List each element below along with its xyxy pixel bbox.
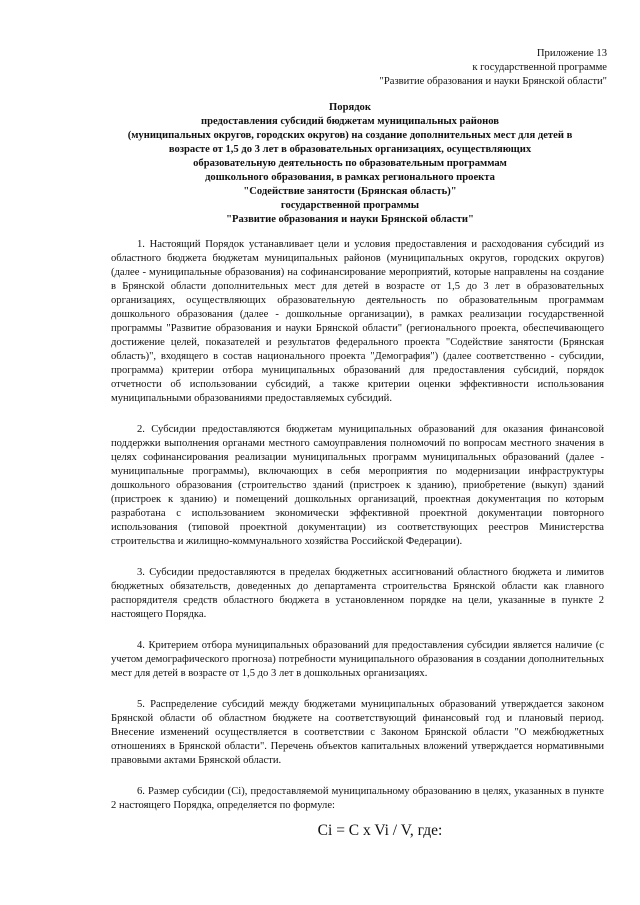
title-line: дошкольного образования, в рамках регионального проекта bbox=[205, 172, 495, 183]
title-line: государственной программы bbox=[280, 200, 420, 211]
paragraph-3: 3. Субсидии предоставляются в пределах бюджетных ассигнований областного бюджета и лимитов бюджетных обязательств, доведенных до департамента строительства Брянской области как главного распорядителя средств областного бюджета в установленном порядке на цели, указанные в пункте 2 настоящего Порядка. bbox=[111, 567, 604, 620]
paragraph-6: 6. Размер субсидии (Ci), предоставляемой муниципальному образованию в целях, указанных в пункте 2 настоящего Порядка, определяется по формуле: bbox=[111, 786, 604, 811]
paragraph-1: 1. Настоящий Порядок устанавливает цели и условия предоставления и расходования субсидий из областного бюджета бюджетам муниципальных районов (муниципальных округов, городских округов) (далее - муниципальные образования) на софинансирование мероприятий, которые направлены на создание в Брянской области дополнительных мест для детей в возрасте от 1,5 до 3 лет в образовательных организациях, осуществляющих образовательную деятельность по образовательным программам дошкольного образования (далее - дошкольные организации), в рамках реализации государственной программы "Развитие образования и науки Брянской области" (регионального проекта, обеспечивающего достижение целей, показателей и результатов федерального проекта "Содействие занятости (Брянская область)", входящего в состав национального проекта "Демография") (далее соответственно - субсидии, программа) критерии отбора муниципальных образований для предоставления субсидий, порядок отчетности об использовании субсидий, а также критерии оценки эффективности использования муниципальными образованиями предоставляемых субсидий. bbox=[111, 239, 604, 404]
annex-number: Приложение 13 bbox=[536, 48, 607, 59]
paragraph-5: 5. Распределение субсидий между бюджетами муниципальных образований утверждается законом Брянской области об областном бюджете на соответствующий финансовый год и плановый период. Внесение изменений осуществляется в соответствии с Законом Брянской области "О межбюджетных отношениях в Брянской области". Перечень объектов капитальных вложений утверждается нормативными правовыми актами Брянской области. bbox=[111, 699, 604, 766]
annex-reference: к государственной программе bbox=[472, 62, 607, 73]
title-line: "Развитие образования и науки Брянской области" bbox=[226, 214, 474, 225]
title-line: предоставления субсидий бюджетам муниципальных районов bbox=[200, 116, 500, 127]
paragraph-4: 4. Критерием отбора муниципальных образований для предоставления субсидии является наличие (с учетом демографического прогноза) потребности муниципального образования в создании дополнительных мест для детей в возрасте от 1,5 до 3 лет в дошкольных организациях. bbox=[111, 640, 604, 679]
document-body bbox=[111, 238, 604, 841]
title-line: (муниципальных округов, городских округов) на создание дополнительных мест для детей в bbox=[127, 130, 573, 141]
title-line: образовательную деятельность по образовательным программам bbox=[193, 158, 507, 169]
title-line: Порядок bbox=[329, 102, 371, 113]
annex-program-name: "Развитие образования и науки Брянской области" bbox=[379, 76, 607, 87]
subsidy-formula: Ci = C x Vi / V, где: bbox=[317, 822, 443, 839]
title-line: "Содействие занятости (Брянская область)" bbox=[243, 186, 457, 197]
paragraph-2: 2. Субсидии предоставляются бюджетам муниципальных образований для оказания финансовой поддержки выполнения органами местного самоуправления полномочий по вопросам местного значения в целях софинансирования реализации муниципальных программ муниципальных образований (далее - муниципальные программы), включающих в себя мероприятия по модернизации инфраструктуры дошкольного образования (строительство зданий (пристроек к зданию), приобретение (выкуп) зданий (пристроек к зданию) и помещений дошкольных организаций, проектная документация по которым разработана с использованием экономически эффективной проектной документации повторного использования (типовой проектной документации) из соответствующих реестров Министерства строительства и жилищно-коммунального хозяйства Российской Федерации). bbox=[111, 424, 604, 547]
title-line: возрасте от 1,5 до 3 лет в образовательных организациях, осуществляющих bbox=[168, 144, 532, 155]
document-title bbox=[90, 101, 610, 227]
annex-header bbox=[380, 47, 607, 89]
